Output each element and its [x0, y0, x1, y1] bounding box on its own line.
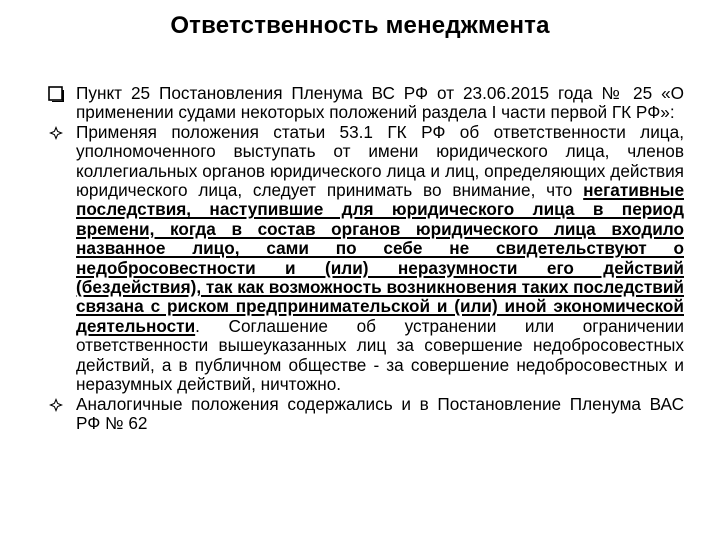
diamond-bullet-icon	[46, 123, 66, 143]
list-item-text: Пункт 25 Постановления Пленума ВС РФ от 23.06.2015 года № 25 «О применении судами некоторых положений раздела I части первой ГК РФ»:	[76, 83, 684, 123]
text-emphasized: негативные последствия, наступившие для юридического лица в период времени, когда в состав органов юридического лица входило названное лицо, сами по себе не свидетельствуют о недобросовестности и (или) неразумности его действий (бездействия), так как возможность возникновения таких последствий связана с риском предпринимательской и (или) иной экономической деятельности	[76, 180, 684, 336]
list-item-text	[76, 123, 684, 395]
list-item-3	[44, 395, 684, 434]
list-item-2	[44, 123, 684, 395]
slide-content	[44, 84, 684, 433]
text-plain-before: Применяя положения статьи 53.1 ГК РФ об ответственности лица, уполномоченного выступать от имени юридического лица, членов коллегиальных органов юридического лица и лиц, определяющих действия юридического лица, следует принимать во внимание, что	[76, 121, 684, 201]
checkbox-bullet-icon	[46, 84, 66, 104]
slide-title: Ответственность менеджмента	[170, 12, 550, 39]
text-plain-after: . Соглашение об устранении или ограничении ответственности вышеуказанных лиц за совершение недобросовестных действий, а в публичном обществе - за совершение недобросовестных и неразумных действий, ничтожно.	[76, 315, 684, 395]
diamond-bullet-icon	[46, 395, 66, 415]
list-item-text: Аналогичные положения содержались и в Постановление Пленума ВАС РФ № 62	[76, 393, 684, 433]
list-item-1	[44, 84, 684, 123]
